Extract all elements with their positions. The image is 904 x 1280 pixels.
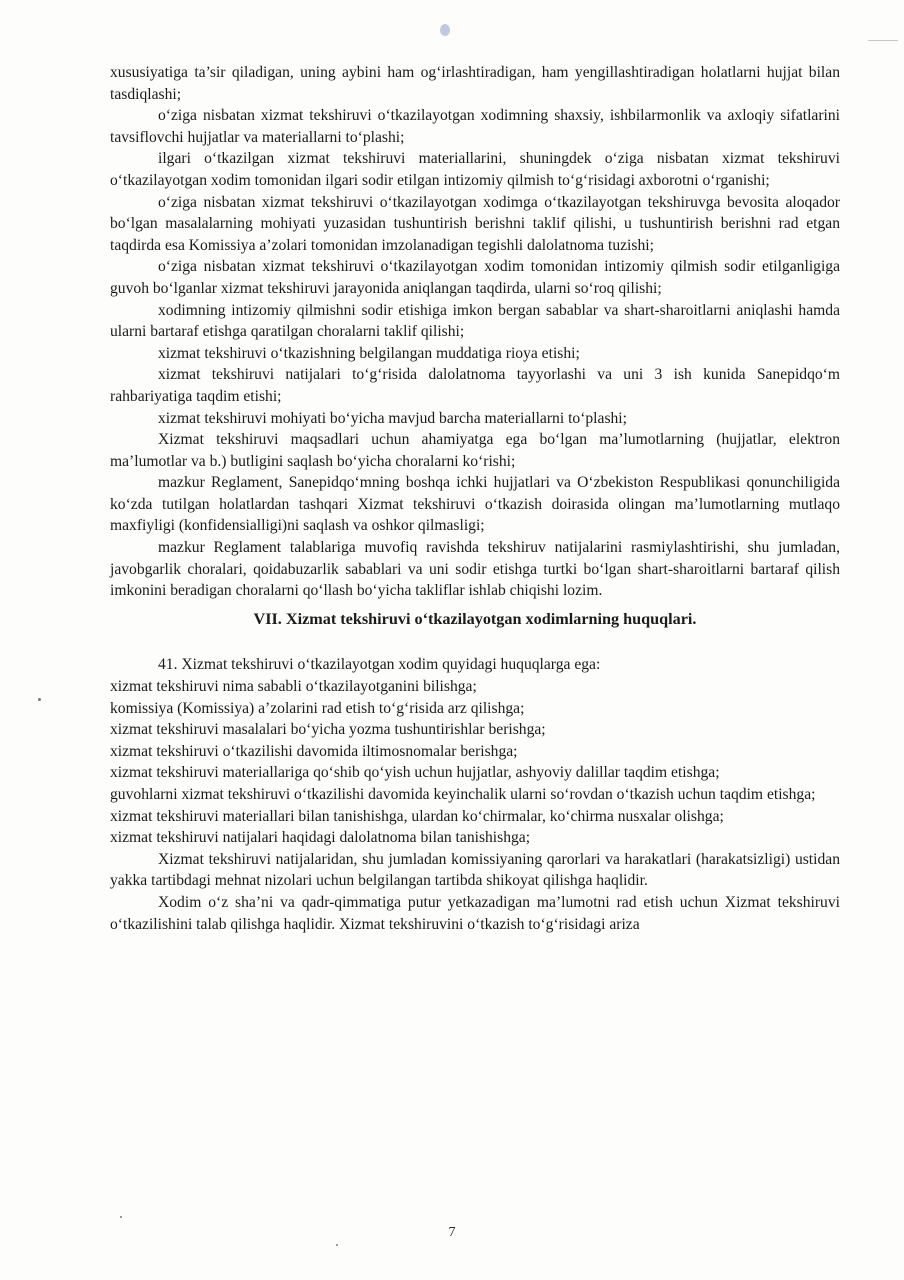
paragraph: Xizmat tekshiruvi maqsadlari uchun ahamiyatga ega bo‘lgan ma’lumotlarning (hujjatlar, elektron ma’lumotlar va b.) butligini saqlash bo‘yicha choralarni ko‘rishi; xyxy=(110,431,840,470)
list-item: xizmat tekshiruvi natijalari haqidagi dalolatnoma bilan tanishishga; xyxy=(110,829,531,847)
ink-blot xyxy=(440,24,450,36)
list-item: xizmat tekshiruvi o‘tkazilishi davomida iltimosnomalar berishga; xyxy=(110,742,518,760)
scan-speck xyxy=(38,698,41,701)
paragraph: o‘ziga nisbatan xizmat tekshiruvi o‘tkazilayotgan xodimga o‘tkazilayotgan tekshiruvga bevosita aloqador bo‘lgan masalalarning mohiyati yuzasidan tushuntirish berishni taklif qilishi, u tushuntirish berishni rad etgan taqdirda esa Komissiya a’zolari tomonidan imzolanadigan tegishli dalolatnoma tuzishi; xyxy=(110,193,840,254)
paragraph: o‘ziga nisbatan xizmat tekshiruvi o‘tkazilayotgan xodim tomonidan intizomiy qilmish sodir etilganligiga guvoh bo‘lganlar xizmat tekshiruvi jarayonida aniqlangan taqdirda, ularni so‘roq qilishi; xyxy=(110,258,840,297)
paragraph: mazkur Reglament talablariga muvofiq ravishda tekshiruv natijalarini rasmiylashtirishi, shu jumladan, javobgarlik choralari, qoidabuzarlik sabablari va uni sodir etishga turtki bo‘lgan shart-sharoitlarni bartaraf qilish imkonini beradigan choralarni qo‘llash bo‘yicha takliflar ishlab chiqishi lozim. xyxy=(110,539,840,600)
paragraph: o‘ziga nisbatan xizmat tekshiruvi o‘tkazilayotgan xodimning shaxsiy, ishbilarmonlik va axloqiy sifatlarini tavsiflovchi hujjatlar va materiallarni to‘plashi; xyxy=(110,107,840,146)
scan-speck xyxy=(120,1216,122,1218)
paragraph: 41. Xizmat tekshiruvi o‘tkazilayotgan xodim quyidagi huquqlarga ega: xyxy=(158,656,601,674)
paragraph: mazkur Reglament, Sanepidqo‘mning boshqa ichki hujjatlari va O‘zbekiston Respublikasi qonunchiligida ko‘zda tutilgan holatlardan tashqari Xizmat tekshiruvi o‘tkazish doirasida olingan ma’lumotlarning mutlaqo maxfiyligi (konfidensialligi)ni saqlash va oshkor qilmasligi; xyxy=(110,474,840,535)
list-item: xizmat tekshiruvi materiallariga qo‘shib qo‘yish uchun hujjatlar, ashyoviy dalillar taqdim etishga; xyxy=(110,764,720,782)
paragraph: xususiyatiga ta’sir qiladigan, uning aybini ham og‘irlashtiradigan, ham yengillashtiradigan holatlarni hujjat bilan tasdiqlashi; xyxy=(110,64,840,103)
paragraph: Xodim o‘z sha’ni va qadr-qimmatiga putur yetkazadigan ma’lumotni rad etish uchun Xizmat tekshiruvi o‘tkazilishini talab qilishga haqlidir. Xizmat tekshiruvini o‘tkazish to‘g‘risidagi ariza xyxy=(110,893,840,933)
list-item: xizmat tekshiruvi masalalari bo‘yicha yozma tushuntirishlar berishga; xyxy=(110,721,546,739)
scan-edge-mark xyxy=(868,40,898,41)
list-item: guvohlarni xizmat tekshiruvi o‘tkazilishi davomida keyinchalik ularni so‘rovdan o‘tkazish uchun taqdim etishga; xyxy=(110,786,816,803)
list-item: xizmat tekshiruvi nima sababli o‘tkazilayotganini bilishga; xyxy=(110,678,477,696)
paragraph: xizmat tekshiruvi o‘tkazishning belgilangan muddatiga rioya etishi; xyxy=(158,344,580,362)
document-body xyxy=(110,62,840,935)
section-heading: VII. Xizmat tekshiruvi o‘tkazilayotgan xodimlarning huquqlari. xyxy=(253,609,697,628)
list-item: komissiya (Komissiya) a’zolarini rad etish to‘g‘risida arz qilishga; xyxy=(110,699,525,717)
paragraph: xizmat tekshiruvi natijalari to‘g‘risida dalolatnoma tayyorlashi va uni 3 ish kunida Sanepidqo‘m rahbariyatiga taqdim etishi; xyxy=(110,366,840,405)
paragraph: Xizmat tekshiruvi natijalaridan, shu jumladan komissiyaning qarorlari va harakatlari (harakatsizligi) ustidan yakka tartibdagi mehnat nizolari uchun belgilangan tartibda shikoyat qilishga haqlidir. xyxy=(110,850,840,890)
scan-speck xyxy=(336,1244,338,1246)
paragraph: xodimning intizomiy qilmishni sodir etishiga imkon bergan sabablar va shart-sharoitlarni aniqlashi hamda ularni bartaraf etishga qaratilgan choralarni taklif qilishi; xyxy=(110,301,840,341)
paragraph: ilgari o‘tkazilgan xizmat tekshiruvi materiallarini, shuningdek o‘ziga nisbatan xizmat tekshiruvi o‘tkazilayotgan xodim tomonidan ilgari sodir etilgan intizomiy qilmish to‘g‘risidagi axborotni o‘rganishi; xyxy=(110,150,840,189)
page-number: 7 xyxy=(448,1225,456,1240)
paragraph: xizmat tekshiruvi mohiyati bo‘yicha mavjud barcha materiallarni to‘plashi; xyxy=(158,409,627,427)
list-item: xizmat tekshiruvi materiallari bilan tanishishga, ulardan ko‘chirmalar, ko‘chirma nusxalar olishga; xyxy=(110,807,724,825)
